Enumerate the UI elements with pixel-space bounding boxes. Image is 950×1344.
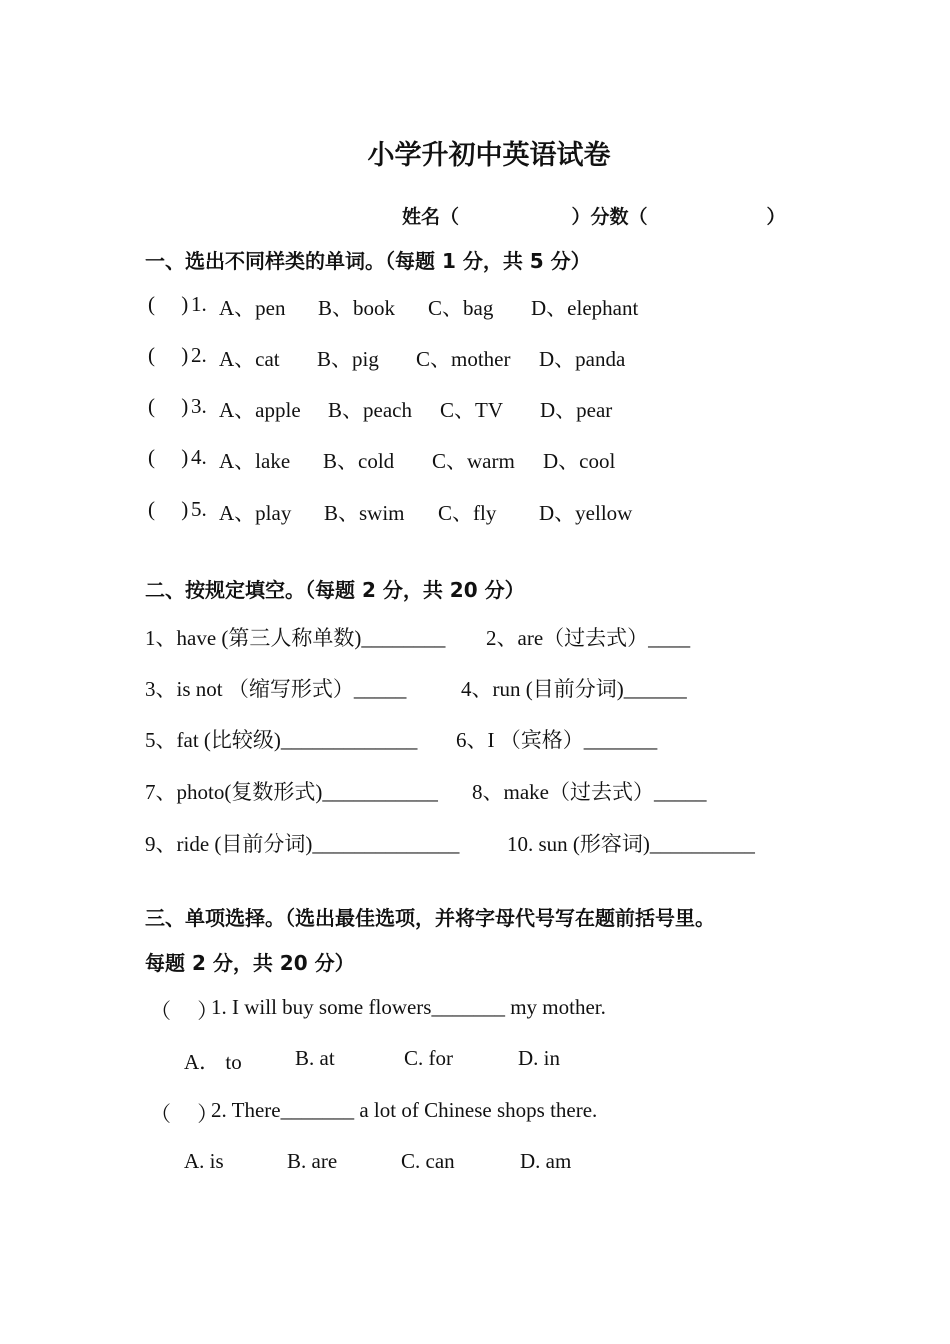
section3-heading-cont: 每题 2 分，共 20 分） [145, 951, 355, 975]
option-b: B、book [318, 296, 396, 320]
option-a: A、cat [219, 347, 280, 371]
option-c: C、mother [416, 347, 511, 371]
fill-blank-item[interactable]: 10. sun (形容词)__________ [507, 832, 755, 856]
question-number: 2. [191, 343, 207, 367]
option-d: D、yellow [539, 501, 633, 525]
answer-paren[interactable]: ( ) [148, 445, 189, 469]
question-number: 1. [191, 292, 207, 316]
fill-blank-item[interactable]: 8、make（过去式）_____ [472, 780, 707, 804]
fill-blank-item[interactable]: 9、ride (目前分词)______________ [145, 832, 460, 856]
option-c: C、bag [428, 296, 494, 320]
exam-title: 小学升初中英语试卷 [367, 140, 611, 171]
option-b: B. are [287, 1149, 338, 1173]
option-c: C、fly [438, 501, 497, 525]
question-number: 3. [191, 394, 207, 418]
option-c: C、warm [432, 449, 515, 473]
option-a: A、apple [219, 398, 301, 422]
option-c: C、TV [440, 398, 503, 422]
question-number: 4. [191, 445, 207, 469]
option-b: B、peach [328, 398, 412, 422]
question-stem: 1. I will buy some flowers_______ my mother. [211, 995, 606, 1019]
option-c: C. for [404, 1046, 453, 1070]
option-a: A． to [184, 1050, 242, 1074]
option-d: D、elephant [531, 296, 639, 320]
option-d: D、pear [540, 398, 613, 422]
fill-blank-item[interactable]: 5、fat (比较级)_____________ [145, 728, 418, 752]
answer-paren[interactable]: ( ) [148, 394, 189, 418]
fill-blank-item[interactable]: 2、are（过去式）____ [486, 626, 691, 650]
answer-paren[interactable]: （ ） [150, 999, 219, 1023]
fill-blank-item[interactable]: 6、I （宾格）_______ [456, 728, 658, 752]
answer-paren[interactable]: ( ) [148, 497, 189, 521]
fill-blank-item[interactable]: 1、have (第三人称单数)________ [145, 626, 446, 650]
question-stem: 2. There_______ a lot of Chinese shops there. [211, 1098, 598, 1122]
answer-paren[interactable]: （ ） [150, 1102, 219, 1126]
section3-heading: 三、单项选择。（选出最佳选项，并将字母代号写在题前括号里。 [145, 906, 715, 930]
option-b: B、swim [324, 501, 405, 525]
option-a: A、play [219, 501, 292, 525]
name-score-line: 姓名（ ）分数（ ） [402, 206, 786, 228]
option-a: A. is [184, 1149, 224, 1173]
answer-paren[interactable]: ( ) [148, 343, 189, 367]
option-a: A、lake [219, 449, 291, 473]
option-d: D. am [520, 1149, 572, 1173]
fill-blank-item[interactable]: 7、photo(复数形式)___________ [145, 780, 438, 804]
option-d: D、panda [539, 347, 626, 371]
option-d: D. in [518, 1046, 560, 1070]
section1-heading: 一、选出不同样类的单词。（每题 1 分，共 5 分） [145, 249, 591, 273]
option-d: D、cool [543, 449, 616, 473]
option-c: C. can [401, 1149, 455, 1173]
answer-paren[interactable]: ( ) [148, 292, 189, 316]
option-b: B、cold [323, 449, 395, 473]
fill-blank-item[interactable]: 3、is not （缩写形式）_____ [145, 677, 407, 701]
option-b: B、pig [317, 347, 379, 371]
option-a: A、pen [219, 296, 286, 320]
fill-blank-item[interactable]: 4、run (目前分词)______ [461, 677, 687, 701]
question-number: 5. [191, 497, 207, 521]
section2-heading: 二、按规定填空。（每题 2 分，共 20 分） [145, 578, 525, 602]
option-b: B. at [295, 1046, 335, 1070]
